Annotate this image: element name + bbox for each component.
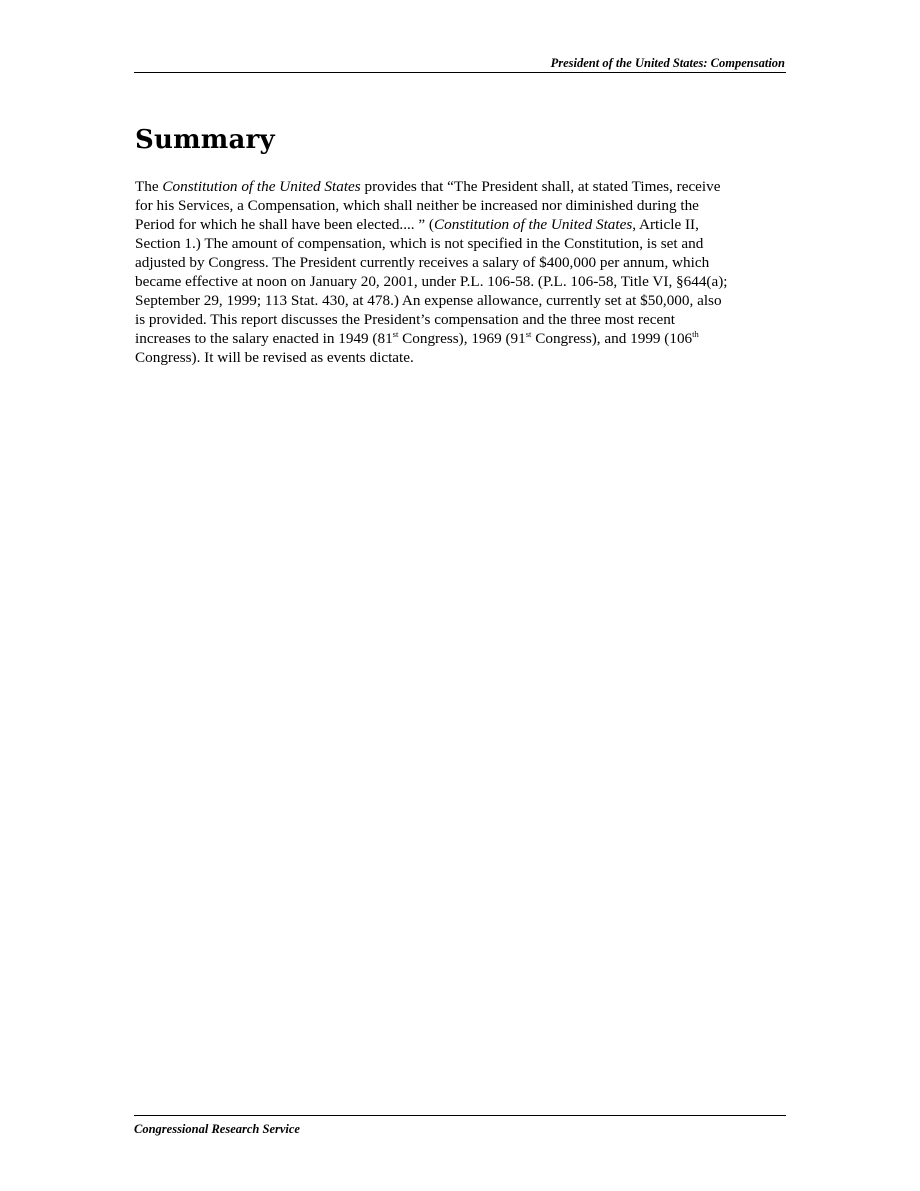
italic-citation: Constitution of the United States (434, 216, 633, 233)
summary-line: for his Services, a Compensation, which shall neither be increased nor diminished during the (135, 197, 699, 214)
summary-line: is provided. This report discusses the President’s compensation and the three most recent (135, 311, 676, 328)
summary-line: Section 1.) The amount of compensation, which is not specified in the Constitution, is set and (135, 235, 704, 252)
summary-line (135, 215, 795, 234)
ordinal-superscript: st (392, 329, 399, 339)
summary-line: adjusted by Congress. The President currently receives a salary of $400,000 per annum, which (135, 254, 710, 271)
ordinal-superscript: th (692, 329, 699, 339)
text-run: Congress), 1969 (91 (398, 330, 526, 347)
text-run: The (135, 178, 163, 195)
summary-line (135, 329, 795, 348)
summary-line (135, 177, 795, 196)
text-run: Congress), and 1999 (106 (531, 330, 693, 347)
running-footer (134, 1115, 786, 1138)
summary-line: September 29, 1999; 113 Stat. 430, at 478.) An expense allowance, currently set at $50,000, also (135, 292, 722, 309)
italic-citation: Constitution of the United States (162, 178, 361, 195)
text-run: Period for which he shall have been elected.... ” ( (135, 216, 434, 233)
ordinal-superscript: st (525, 329, 532, 339)
text-run: , Article II, (632, 216, 699, 233)
running-header (134, 55, 786, 73)
running-header-title: President of the United States: Compensation (550, 56, 785, 70)
summary-line: became effective at noon on January 20, 2001, under P.L. 106-58. (P.L. 106-58, Title VI, §644(a); (135, 273, 728, 290)
section-title: Summary (135, 125, 275, 155)
text-run: provides that “The President shall, at stated Times, receive (360, 178, 721, 195)
summary-line: Congress). It will be revised as events dictate. (135, 349, 414, 366)
footer-organization: Congressional Research Service (134, 1122, 300, 1136)
summary-paragraph (135, 177, 795, 367)
text-run: increases to the salary enacted in 1949 (81 (135, 330, 393, 347)
